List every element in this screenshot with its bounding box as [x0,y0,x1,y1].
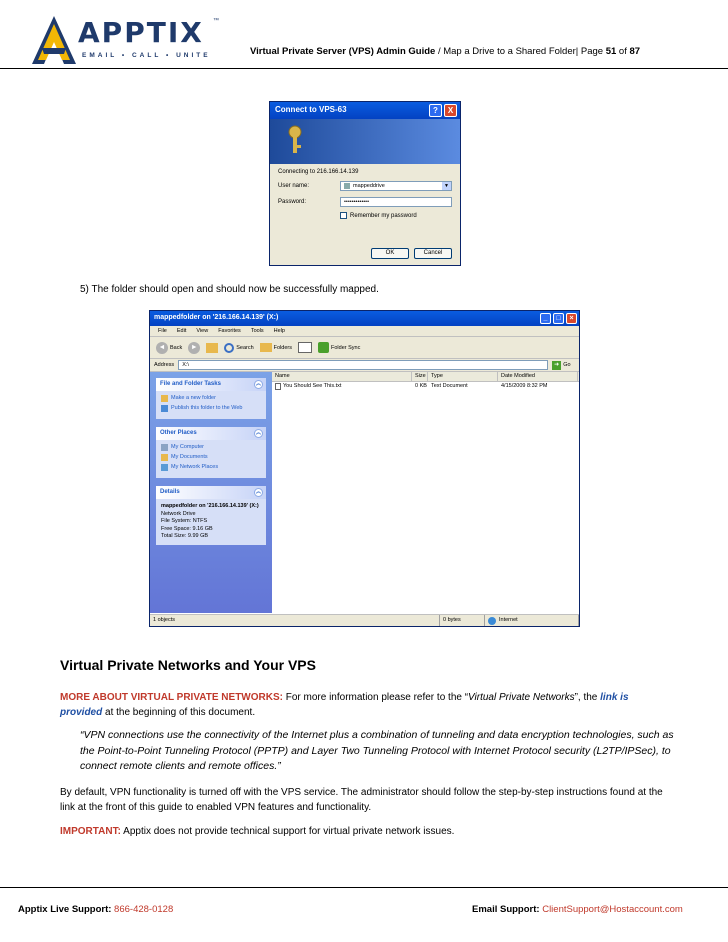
text-file-icon [275,383,281,390]
file-list-header [272,372,579,382]
more-about-paragraph [60,690,670,720]
go-label: Go [563,362,571,368]
make-folder-label: Make a new folder [171,395,216,401]
go-button[interactable] [552,361,570,370]
back-button[interactable] [156,342,182,354]
dialog-buttons [371,248,452,259]
publish-label: Publish this folder to the Web [171,405,243,411]
remember-label: Remember my password [350,212,417,219]
file-list [272,372,579,613]
globe-icon [488,617,496,625]
file-type: Text Document [431,383,468,389]
sync-icon [318,342,329,353]
page-number: 51 [605,46,617,57]
live-support-label: Apptix Live Support: [18,904,112,915]
section-heading: Virtual Private Networks and Your VPS [60,657,316,673]
folders-label: Folders [273,344,293,351]
cancel-button[interactable]: Cancel [414,248,452,259]
collapse-icon[interactable]: ︽ [255,430,261,436]
close-icon[interactable]: × [566,313,577,324]
details-panel [156,486,266,545]
username-value: mappeddrive [353,183,385,189]
dialog-body [270,164,460,224]
connecting-text: Connecting to 216.166.14.139 [278,169,359,175]
header-divider [0,68,728,69]
username-label: User name: [278,183,310,189]
logo-tagline: EMAIL • CALL • UNITE [82,52,211,59]
user-icon [344,183,350,189]
details-type: Network Drive [161,510,196,517]
running-header [250,46,640,57]
remember-checkbox[interactable] [340,212,347,219]
dialog-banner [270,119,460,164]
search-button[interactable] [224,343,253,353]
menu-edit[interactable]: Edit [176,328,187,334]
explorer-window [149,310,580,627]
details-total: Total Size: 9.99 GB [161,533,209,539]
explorer-title: mappedfolder on '216.166.14.139' (X:) [154,314,279,321]
file-name: You Should See This.txt [283,383,342,389]
guide-title: Virtual Private Server (VPS) Admin Guide [250,46,436,57]
publish-link[interactable] [161,405,261,412]
address-label: Address [154,362,175,368]
file-size: 0 KB [415,383,427,389]
folder-sync-button[interactable] [318,342,360,353]
link-provided[interactable]: link is provided [60,692,629,718]
publish-icon [161,405,168,412]
password-label: Password: [278,199,307,205]
my-network-label: My Network Places [171,464,219,470]
menu-help[interactable]: Help [273,328,285,334]
page-total: 87 [629,46,641,57]
explorer-titlebar [150,311,579,326]
apptix-logo-icon [30,14,78,66]
up-folder-icon[interactable] [206,343,218,353]
status-zone [485,615,579,626]
details-title: Details [160,489,180,495]
step-5-text: 5) The folder should open and should now be successfully mapped. [80,284,379,295]
folders-button[interactable] [260,343,292,352]
other-places-panel [156,427,266,478]
my-computer-link[interactable] [161,444,261,451]
live-support [18,904,173,915]
col-type[interactable]: Type [428,372,498,381]
logo-wordmark: APPTIX [78,16,204,49]
file-folder-tasks-panel [156,378,266,419]
vpn-quote: “VPN connections use the connectivity of the Internet plus a combination of tunneling and data encryption technologies, such as the Point-to-Point Tunneling Protocol (PPTP) and Layer Two Tunneling Protocol with Internet Protocol security (L2TP/IPSec), to connect remote clients and remote offices.” [80,729,674,772]
email-support [472,904,683,915]
status-bar [150,614,579,626]
folders-icon [260,343,272,352]
username-field[interactable] [340,181,452,191]
col-name[interactable]: Name [272,372,412,381]
file-date: 4/15/2009 8:32 PM [501,383,548,389]
menu-view[interactable]: View [196,328,209,334]
apptix-logo [30,14,220,66]
file-folder-tasks-header[interactable] [156,378,266,391]
my-computer-label: My Computer [171,444,205,450]
dialog-titlebar [270,102,460,119]
folder-sync-label: Folder Sync [331,344,361,351]
my-documents-link[interactable] [161,454,261,461]
more-about-emphasis: Virtual Private Networks [468,692,575,703]
network-icon [161,464,168,471]
dialog-title: Connect to VPS-63 [275,105,347,114]
col-date[interactable]: Date Modified [498,372,578,381]
details-header[interactable] [156,486,266,499]
col-size[interactable]: Size [412,372,428,381]
forward-arrow-icon[interactable]: ► [188,342,200,354]
menu-file[interactable]: File [158,328,167,334]
help-button[interactable]: ? [429,104,442,117]
my-documents-label: My Documents [171,454,208,460]
views-icon[interactable] [298,342,312,353]
collapse-icon[interactable]: ︽ [255,489,261,495]
remember-row[interactable] [340,212,452,219]
search-icon [224,343,234,353]
footer-divider [0,887,728,888]
live-support-phone: 866-428-0128 [111,904,174,915]
zone-label: Internet [499,617,518,623]
table-row[interactable] [272,382,579,391]
toolbar [150,337,579,359]
more-about-text-1: For more information please refer to the “ [282,692,469,703]
minimize-icon[interactable]: _ [540,313,551,324]
computer-icon [161,444,168,451]
important-label: IMPORTANT: [60,826,121,837]
close-button[interactable]: X [444,104,457,117]
keys-icon [286,125,304,155]
status-bytes: 0 bytes [440,615,485,626]
menu-favorites[interactable]: Favorites [218,328,241,334]
my-network-link[interactable] [161,464,261,471]
default-paragraph: By default, VPN functionality is turned off with the VPS service. The administrator should follow the step-by-step instructions found at the link at the front of this guide to enabled VPN features and functionality. [60,787,663,813]
username-row [278,181,452,191]
status-objects: 1 objects [150,615,440,626]
details-fs: File System: NTFS [161,518,208,524]
email-support-address[interactable]: ClientSupport@Hostaccount.com [539,904,683,915]
task-pane [150,372,272,613]
documents-icon [161,454,168,461]
section-path: / Map a Drive to a Shared Folder| Page [435,46,606,57]
back-label: Back [170,344,183,351]
more-about-text-3: at the beginning of this document. [102,707,256,718]
new-folder-icon [161,395,168,402]
password-row [278,197,452,207]
file-name-cell [272,382,412,391]
page-of: of [616,46,630,57]
menu-tools[interactable]: Tools [250,328,264,334]
go-arrow-icon: ➜ [554,361,560,368]
important-text: Apptix does not provide technical support for virtual private network issues. [120,826,455,837]
details-free: Free Space: 9.16 GB [161,525,213,532]
maximize-icon[interactable]: □ [553,313,564,324]
important-paragraph [60,824,670,839]
connect-dialog [269,101,461,266]
address-bar [150,359,579,372]
menu-bar [150,326,579,337]
address-input[interactable]: X:\ [178,360,548,370]
other-places-header[interactable] [156,427,266,440]
back-arrow-icon: ◄ [156,342,168,354]
make-folder-link[interactable] [161,395,261,402]
file-folder-tasks-title: File and Folder Tasks [160,381,221,387]
explorer-main [150,372,579,613]
logo-tm: ™ [213,18,219,24]
other-places-title: Other Places [160,430,197,436]
more-about-label: MORE ABOUT VIRTUAL PRIVATE NETWORKS: [60,692,283,703]
password-field[interactable]: ••••••••••••• [340,197,452,207]
more-about-text-2: ”, the [574,692,601,703]
collapse-icon[interactable]: ︽ [255,381,261,387]
email-support-label: Email Support: [472,904,540,915]
ok-button[interactable]: OK [371,248,409,259]
details-name: mappedfolder on '216.166.14.139' (X:) [161,503,259,509]
chevron-down-icon[interactable]: ▼ [442,182,451,190]
search-label: Search [236,344,254,351]
